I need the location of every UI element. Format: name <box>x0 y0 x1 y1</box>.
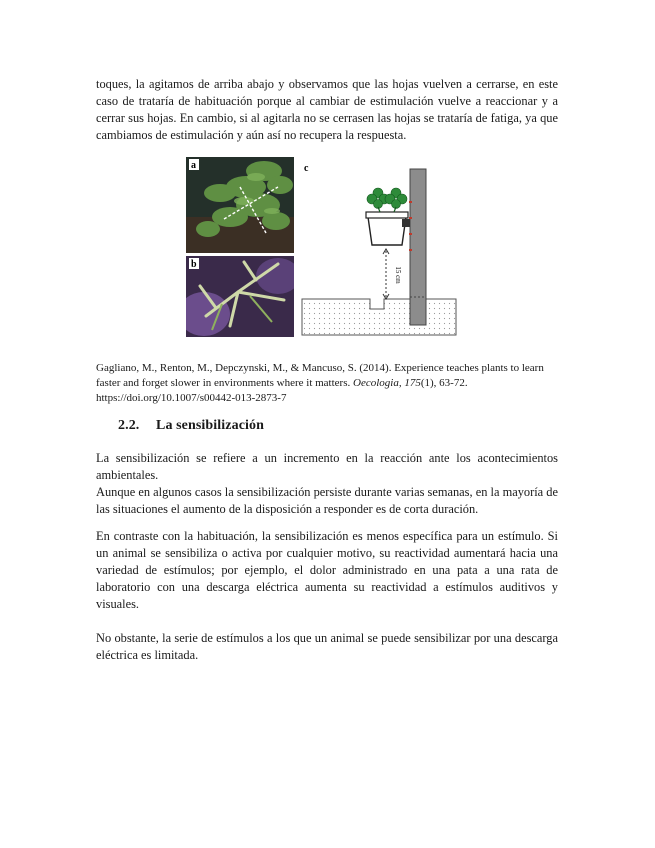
plant-leaves <box>367 188 407 209</box>
panel-a-label: a <box>191 160 196 171</box>
paragraph-duration: Aunque en algunos casos la sensibilización persiste durante varias semanas, en la mayoría de las situaciones el aumento de la disposición a responder es de corta duración. <box>96 485 558 516</box>
section-number: 2.2. <box>118 418 140 433</box>
mimosa-photo-open <box>186 157 294 253</box>
figure-citation <box>96 361 558 406</box>
experiment-figure <box>186 157 462 337</box>
base-block <box>302 299 456 335</box>
vertical-rail <box>410 169 426 325</box>
paragraph-contrast: En contraste con la habituación, la sensibilización es menos específica para un estímulo. Si un animal se sensibiliza o activa por cualquier motivo, su reactividad aumentará hacia una variedad de estímulos; por ejemplo, el dolor administrado en una pata a una rata de laboratorio con una descarga eléctrica aumenta su reactividad a estímulos auditivos y visuales. <box>96 529 558 611</box>
paragraph-definition: La sensibilización se refiere a un incremento en la reacción ante los acontecimientos ambientales. <box>96 451 558 482</box>
drop-apparatus-diagram <box>298 157 462 337</box>
citation-authors: Gagliano, M., Renton, M., Depczynski, M., & Mancuso, S. (2014). Experience teaches plants to learn faster and forget slower in environments where it matters. <box>96 362 544 389</box>
plant-pot <box>368 217 406 245</box>
panel-b-label: b <box>191 259 197 270</box>
section-title: La sensibilización <box>156 418 264 433</box>
paragraph-limitation: No obstante, la serie de estímulos a los que un animal se puede sensibilizar por una descarga eléctrica es limitada. <box>96 631 558 662</box>
intro-paragraph: toques, la agitamos de arriba abajo y observamos que las hojas vuelven a cerrarse, en este caso de trataría de habituación porque al cambiar de estimulación vuelve a reaccionar y a cerrar sus hojas. En cambio, si al agitarla no se cerrasen las hojas se trataría de fatiga, ya que cambiamos de estimulación y aún así no recupera la respuesta. <box>96 77 558 142</box>
mimosa-open-image <box>186 157 294 253</box>
citation-doi[interactable]: https://doi.org/10.1007/s00442-013-2873-7 <box>96 392 287 404</box>
citation-issue: (1), 63-72. <box>420 377 468 389</box>
mimosa-closed-image <box>186 256 294 337</box>
citation-journal: Oecologia, 175 <box>353 377 421 389</box>
mimosa-photo-closed <box>186 256 294 337</box>
panel-c-label: c <box>304 163 309 174</box>
section-heading <box>118 418 264 434</box>
drop-height-label: 15 cm <box>394 266 402 284</box>
